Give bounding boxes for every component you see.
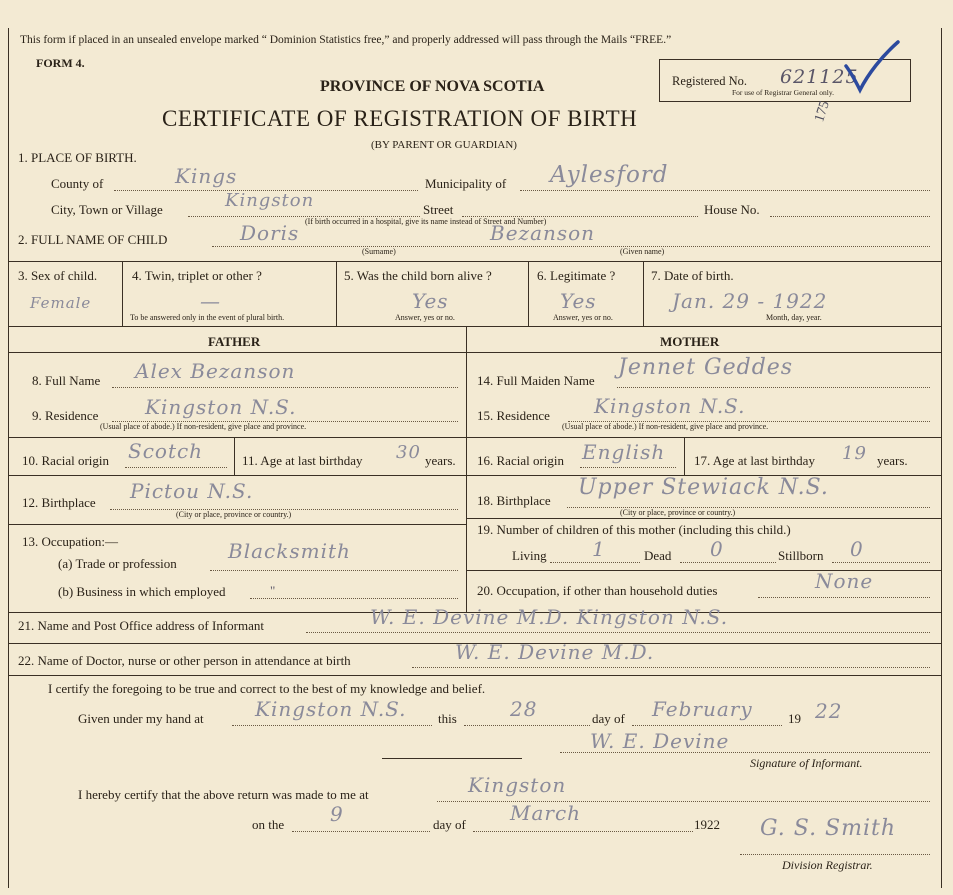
business-label: (b) Business in which employed — [58, 584, 226, 599]
mother-residence-value: Kingston N.S. — [594, 394, 746, 418]
mother-heading: MOTHER — [660, 334, 720, 349]
father-heading: FATHER — [208, 334, 261, 349]
mother-birthplace-note: (City or place, province or country.) — [620, 508, 736, 517]
street-label: Street — [423, 202, 454, 217]
heading-divider — [8, 352, 941, 353]
living-label: Living — [512, 548, 547, 563]
surname-caption: (Surname) — [362, 247, 396, 256]
alive-label: 5. Was the child born alive ? — [344, 268, 492, 283]
mother-racial-value: English — [582, 440, 666, 464]
father-years: years. — [425, 453, 456, 468]
municipality-label: Municipality of — [425, 176, 507, 191]
mother-age-label: 17. Age at last birthday — [694, 453, 815, 468]
father-name-value: Alex Bezanson — [135, 359, 296, 383]
given-place-value: Kingston N.S. — [255, 697, 407, 721]
father-birthplace-note: (City or place, province or country.) — [176, 510, 292, 519]
hospital-note: (If birth occurred in a hospital, give its name instead of Street and Number) — [305, 217, 547, 226]
given-caption: (Given name) — [620, 247, 665, 256]
right-border — [941, 28, 942, 888]
registrar-caption: Division Registrar. — [782, 858, 873, 872]
row-divider-bottom — [8, 326, 941, 327]
registrar-signature: G. S. Smith — [760, 816, 897, 841]
mother-age-divider — [684, 437, 685, 475]
doctor-label: 22. Name of Doctor, nurse or other person in attendance at birth — [18, 653, 351, 668]
certify-text: I certify the foregoing to be true and correct to the best of my knowledge and belief. — [48, 681, 486, 696]
registered-number: 621125 — [780, 66, 859, 88]
legit-value: Yes — [560, 289, 597, 313]
father-age-value: 30 — [396, 442, 421, 463]
sex-value: Female — [30, 294, 92, 312]
stamp-number: 175 — [812, 99, 833, 124]
municipality-line — [520, 190, 930, 191]
mother-name-line — [617, 387, 930, 388]
registrar-signature-line — [740, 854, 930, 855]
father-racial-label: 10. Racial origin — [22, 453, 110, 468]
cell-divider-2 — [336, 261, 337, 326]
reg-day-value: 9 — [330, 802, 344, 826]
county-label: County of — [51, 176, 104, 191]
father-divider-2 — [8, 475, 466, 476]
mother-years: years. — [877, 453, 908, 468]
mother-occupation-value: None — [815, 569, 874, 593]
father-age-divider — [234, 437, 235, 475]
dead-line — [680, 562, 776, 563]
year-prefix: 19 — [788, 711, 801, 726]
this-label: this — [438, 711, 457, 726]
informant-value: W. E. Devine M.D. Kingston N.S. — [370, 605, 729, 629]
reg-year: 1922 — [694, 817, 720, 832]
on-the-label: on the — [252, 817, 285, 832]
reg-day-line — [292, 831, 430, 832]
stillborn-line — [832, 562, 930, 563]
mother-name-value: Jennet Geddes — [618, 355, 794, 380]
month-line — [632, 725, 782, 726]
seal-line — [382, 758, 522, 759]
mother-racial-line — [580, 467, 676, 468]
doctor-line — [412, 667, 930, 668]
father-residence-label: 9. Residence — [32, 408, 99, 423]
living-line — [550, 562, 640, 563]
municipality-value: Aylesford — [550, 162, 669, 188]
mother-name-label: 14. Full Maiden Name — [477, 373, 595, 388]
mother-birthplace-label: 18. Birthplace — [477, 493, 551, 508]
legit-label: 6. Legitimate ? — [537, 268, 616, 283]
informant-line — [306, 632, 930, 633]
father-birthplace-value: Pictou N.S. — [130, 479, 254, 503]
year-value: 22 — [815, 699, 843, 723]
certificate-title: CERTIFICATE OF REGISTRATION OF BIRTH — [162, 106, 638, 131]
informant-signature-caption: Signature of Informant. — [750, 756, 863, 770]
row-divider-top — [8, 261, 941, 262]
twin-note: To be answered only in the event of plural birth. — [130, 313, 285, 322]
informant-label: 21. Name and Post Office address of Informant — [18, 618, 264, 633]
reg-day-of-label: day of — [433, 817, 466, 832]
given-label: Given under my hand at — [78, 711, 204, 726]
twin-value: — — [200, 289, 221, 313]
registrar-use-note: For use of Registrar General only. — [732, 88, 834, 97]
mother-divider-3 — [466, 518, 941, 519]
form-number: FORM 4. — [36, 56, 85, 70]
cell-divider-1 — [122, 261, 123, 326]
day-value: 28 — [510, 697, 538, 721]
father-racial-value: Scotch — [128, 439, 204, 463]
date-label: 7. Date of birth. — [651, 268, 734, 283]
date-note: Month, day, year. — [766, 313, 822, 322]
given-place-line — [232, 725, 432, 726]
sex-label: 3. Sex of child. — [18, 268, 98, 283]
date-value: Jan. 29 - 1922 — [672, 289, 828, 313]
living-value: 1 — [592, 537, 606, 561]
trade-line — [210, 570, 458, 571]
dead-value: 0 — [710, 537, 724, 561]
cell-divider-3 — [528, 261, 529, 326]
house-label: House No. — [704, 202, 760, 217]
day-line — [464, 725, 590, 726]
mother-divider-1 — [466, 437, 941, 438]
reg-month-line — [473, 831, 693, 832]
place-heading: 1. PLACE OF BIRTH. — [18, 150, 137, 165]
father-age-label: 11. Age at last birthday — [242, 453, 363, 468]
mother-occupation-line — [758, 597, 930, 598]
mother-birthplace-value: Upper Stewiack N.S. — [578, 475, 829, 500]
father-birthplace-label: 12. Birthplace — [22, 495, 96, 510]
county-value: Kings — [175, 164, 238, 188]
mother-residence-note: (Usual place of abode.) If non-resident, give place and province. — [562, 422, 769, 431]
mother-age-value: 19 — [842, 443, 867, 464]
section-divider-cert — [8, 675, 941, 676]
month-value: February — [652, 697, 753, 721]
trade-label: (a) Trade or profession — [58, 556, 177, 571]
reg-month-value: March — [510, 801, 582, 825]
father-divider-3 — [8, 524, 466, 525]
city-label: City, Town or Village — [51, 202, 163, 217]
house-line — [770, 216, 930, 217]
dead-label: Dead — [644, 548, 672, 563]
mail-note: This form if placed in an unsealed envelope marked “ Dominion Statistics free,” and properly addressed will pass through the Mails “FREE.” — [20, 34, 672, 46]
made-place-value: Kingston — [468, 773, 567, 797]
alive-note: Answer, yes or no. — [395, 313, 455, 322]
city-value: Kingston — [225, 190, 315, 211]
child-surname-value: Bezanson — [490, 221, 596, 245]
child-name-label: 2. FULL NAME OF CHILD — [18, 232, 168, 247]
business-value: " — [270, 583, 276, 598]
registered-label: Registered No. — [672, 74, 747, 88]
informant-signature: W. E. Devine — [590, 729, 730, 753]
business-line — [250, 598, 458, 599]
child-given-value: Doris — [240, 221, 300, 245]
legit-note: Answer, yes or no. — [553, 313, 613, 322]
father-divider-1 — [8, 437, 466, 438]
mother-residence-label: 15. Residence — [477, 408, 550, 423]
father-residence-note: (Usual place of abode.) If non-resident, give place and province. — [100, 422, 307, 431]
occupation-heading: 13. Occupation:— — [22, 534, 119, 549]
father-name-label: 8. Full Name — [32, 373, 101, 388]
hereby-text: I hereby certify that the above return was made to me at — [78, 787, 369, 802]
doctor-value: W. E. Devine M.D. — [455, 640, 655, 664]
certificate-subtitle: (BY PARENT OR GUARDIAN) — [371, 139, 517, 151]
mother-racial-label: 16. Racial origin — [477, 453, 565, 468]
mother-occupation-label: 20. Occupation, if other than household duties — [477, 583, 718, 598]
province-heading: PROVINCE OF NOVA SCOTIA — [320, 78, 545, 95]
father-residence-value: Kingston N.S. — [145, 395, 297, 419]
stillborn-label: Stillborn — [778, 548, 824, 563]
children-label: 19. Number of children of this mother (including this child.) — [477, 522, 791, 537]
check-mark-icon — [842, 38, 902, 94]
father-name-line — [112, 387, 458, 388]
left-border — [8, 28, 9, 888]
twin-label: 4. Twin, triplet or other ? — [132, 268, 262, 283]
day-of-label: day of — [592, 711, 625, 726]
child-name-line — [212, 246, 930, 247]
trade-value: Blacksmith — [228, 539, 351, 563]
stillborn-value: 0 — [850, 537, 864, 561]
alive-value: Yes — [412, 289, 449, 313]
father-racial-line — [125, 467, 227, 468]
cell-divider-4 — [643, 261, 644, 326]
informant-signature-line — [560, 752, 930, 753]
